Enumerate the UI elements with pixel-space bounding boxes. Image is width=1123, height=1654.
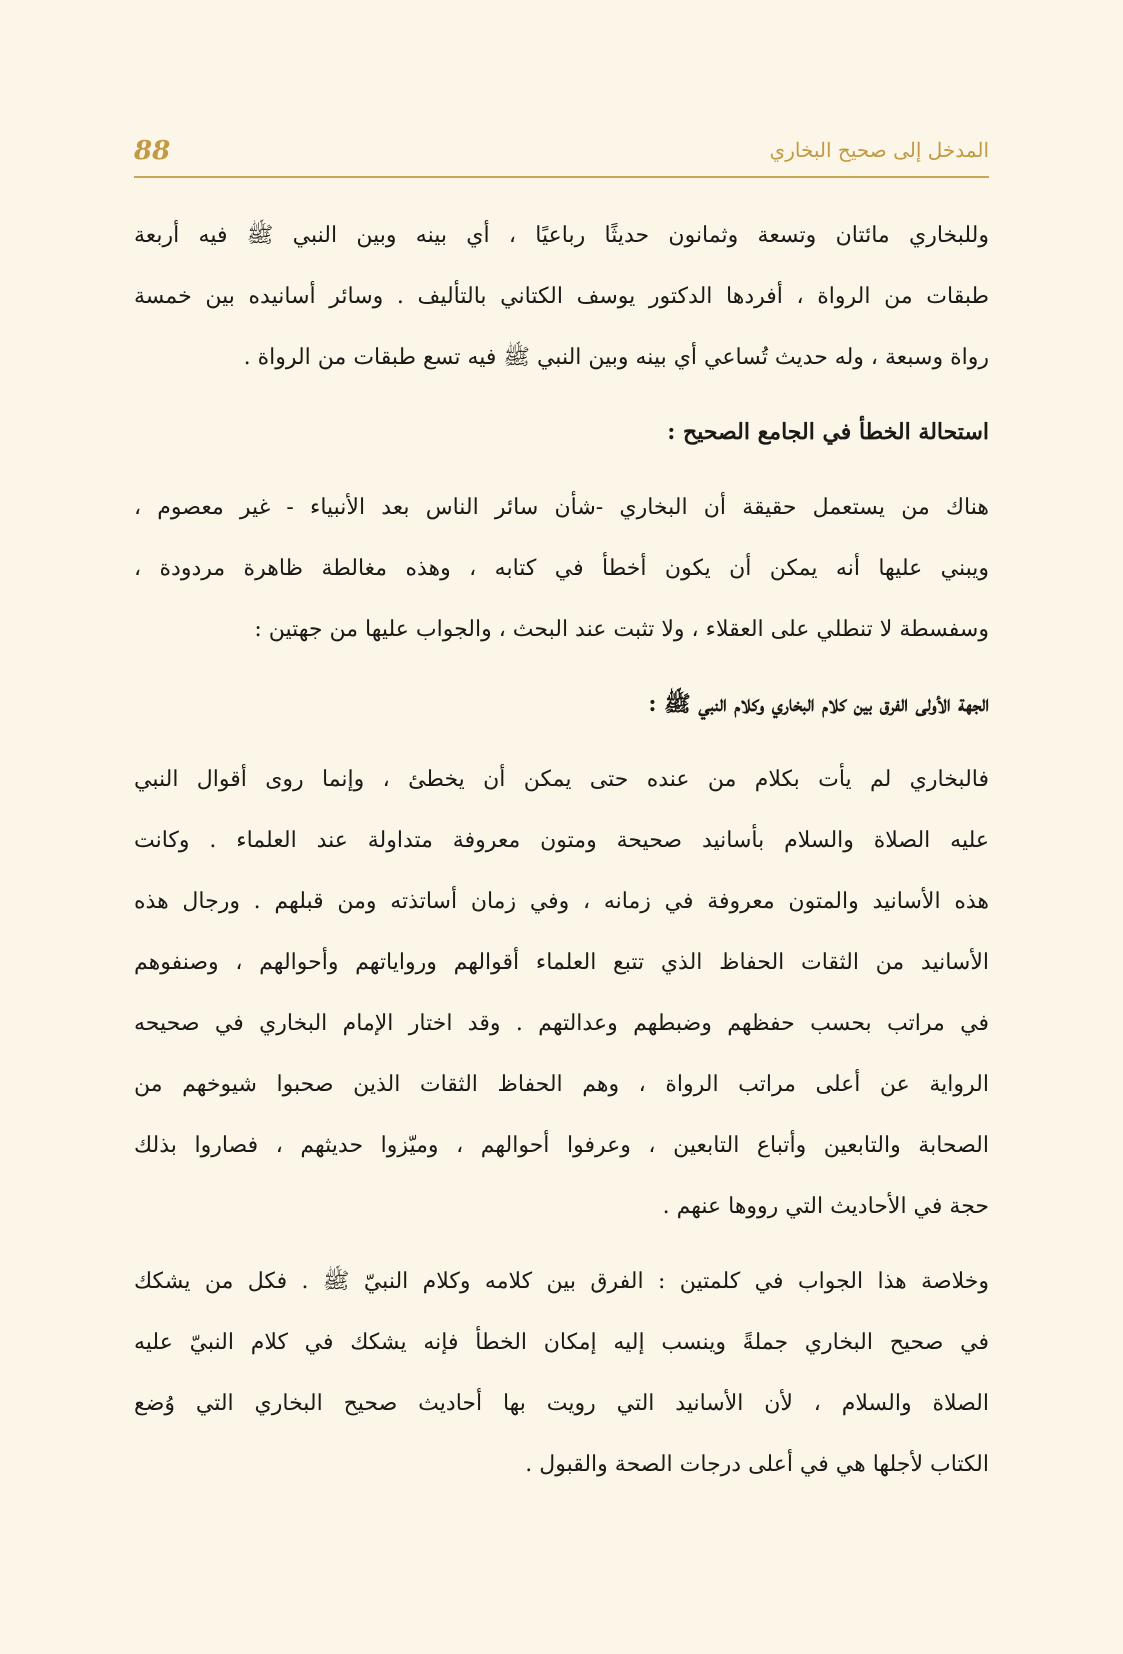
text-line: ويبني عليها أنه يمكن أن يكون أخطأ في كتابه ، وهذه مغالطة ظاهرة مردودة ، — [134, 556, 989, 581]
text-line: وخلاصة هذا الجواب في كلمتين : الفرق بين كلامه وكلام النبيّ ﷺ . فكل من يشكك — [134, 1269, 989, 1294]
text-line: وللبخاري مائتان وتسعة وثمانون حديثًا رباعيًا ، أي بينه وبين النبي ﷺ فيه أربعة — [134, 223, 989, 248]
text-line: الأسانيد من الثقات الحفاظ الذي تتبع العلماء أقوالهم ورواياتهم وأحوالهم ، وصنفوهم — [134, 950, 989, 975]
text-line: في صحيح البخاري جملةً وينسب إليه إمكان الخطأ فإنه يشكك في كلام النبيّ عليه — [134, 1330, 989, 1355]
section-heading-impossibility-of-error: استحالة الخطأ في الجامع الصحيح : — [667, 419, 989, 445]
paragraph-1 — [134, 205, 989, 388]
section-heading-first-aspect: الجهة الأولى الفرق بين كلام البخاري وكلام النبي ﷺ : — [648, 691, 989, 717]
text-line: الكتاب لأجلها هي في أعلى درجات الصحة والقبول . — [525, 1452, 989, 1477]
text-line: في مراتب بحسب حفظهم وضبطهم وعدالتهم . وقد اختار الإمام البخاري في صحيحه — [134, 1011, 989, 1036]
text-line: حجة في الأحاديث التي رووها عنهم . — [662, 1194, 989, 1219]
page-body — [134, 205, 989, 1509]
text-line: الصلاة والسلام ، لأن الأسانيد التي رويت بها أحاديث صحيح البخاري التي وُضع — [134, 1391, 989, 1416]
text-line: عليه الصلاة والسلام بأسانيد صحيحة ومتون معروفة متداولة عند العلماء . وكانت — [134, 828, 989, 853]
text-line: رواة وسبعة ، وله حديث تُساعي أي بينه وبين النبي ﷺ فيه تسع طبقات من الرواة . — [243, 345, 989, 370]
text-line: الصحابة والتابعين وأتباع التابعين ، وعرفوا أحوالهم ، وميّزوا حديثهم ، فصاروا بذلك — [134, 1133, 989, 1158]
paragraph-3 — [134, 749, 989, 1237]
page-number: 88 — [134, 136, 171, 166]
text-line: هناك من يستعمل حقيقة أن البخاري -شأن سائر الناس بعد الأنبياء - غير معصوم ، — [134, 495, 989, 520]
text-line: الرواية عن أعلى مراتب الرواة ، وهم الحفاظ الثقات الذين صحبوا شيوخهم من — [134, 1072, 989, 1097]
paragraph-2 — [134, 477, 989, 660]
text-line: فالبخاري لم يأت بكلام من عنده حتى يمكن أن يخطئ ، وإنما روى أقوال النبي — [134, 767, 989, 792]
running-title: المدخل إلى صحيح البخاري — [769, 138, 989, 162]
paragraph-4 — [134, 1251, 989, 1495]
page-header — [134, 130, 989, 178]
text-line: طبقات من الرواة ، أفردها الدكتور يوسف الكتاني بالتأليف . وسائر أسانيده بين خمسة — [134, 284, 989, 309]
text-line: هذه الأسانيد والمتون معروفة في زمانه ، وفي زمان أساتذته ومن قبلهم . ورجال هذه — [134, 889, 989, 914]
text-line: وسفسطة لا تنطلي على العقلاء ، ولا تثبت عند البحث ، والجواب عليها من جهتين : — [254, 617, 989, 642]
